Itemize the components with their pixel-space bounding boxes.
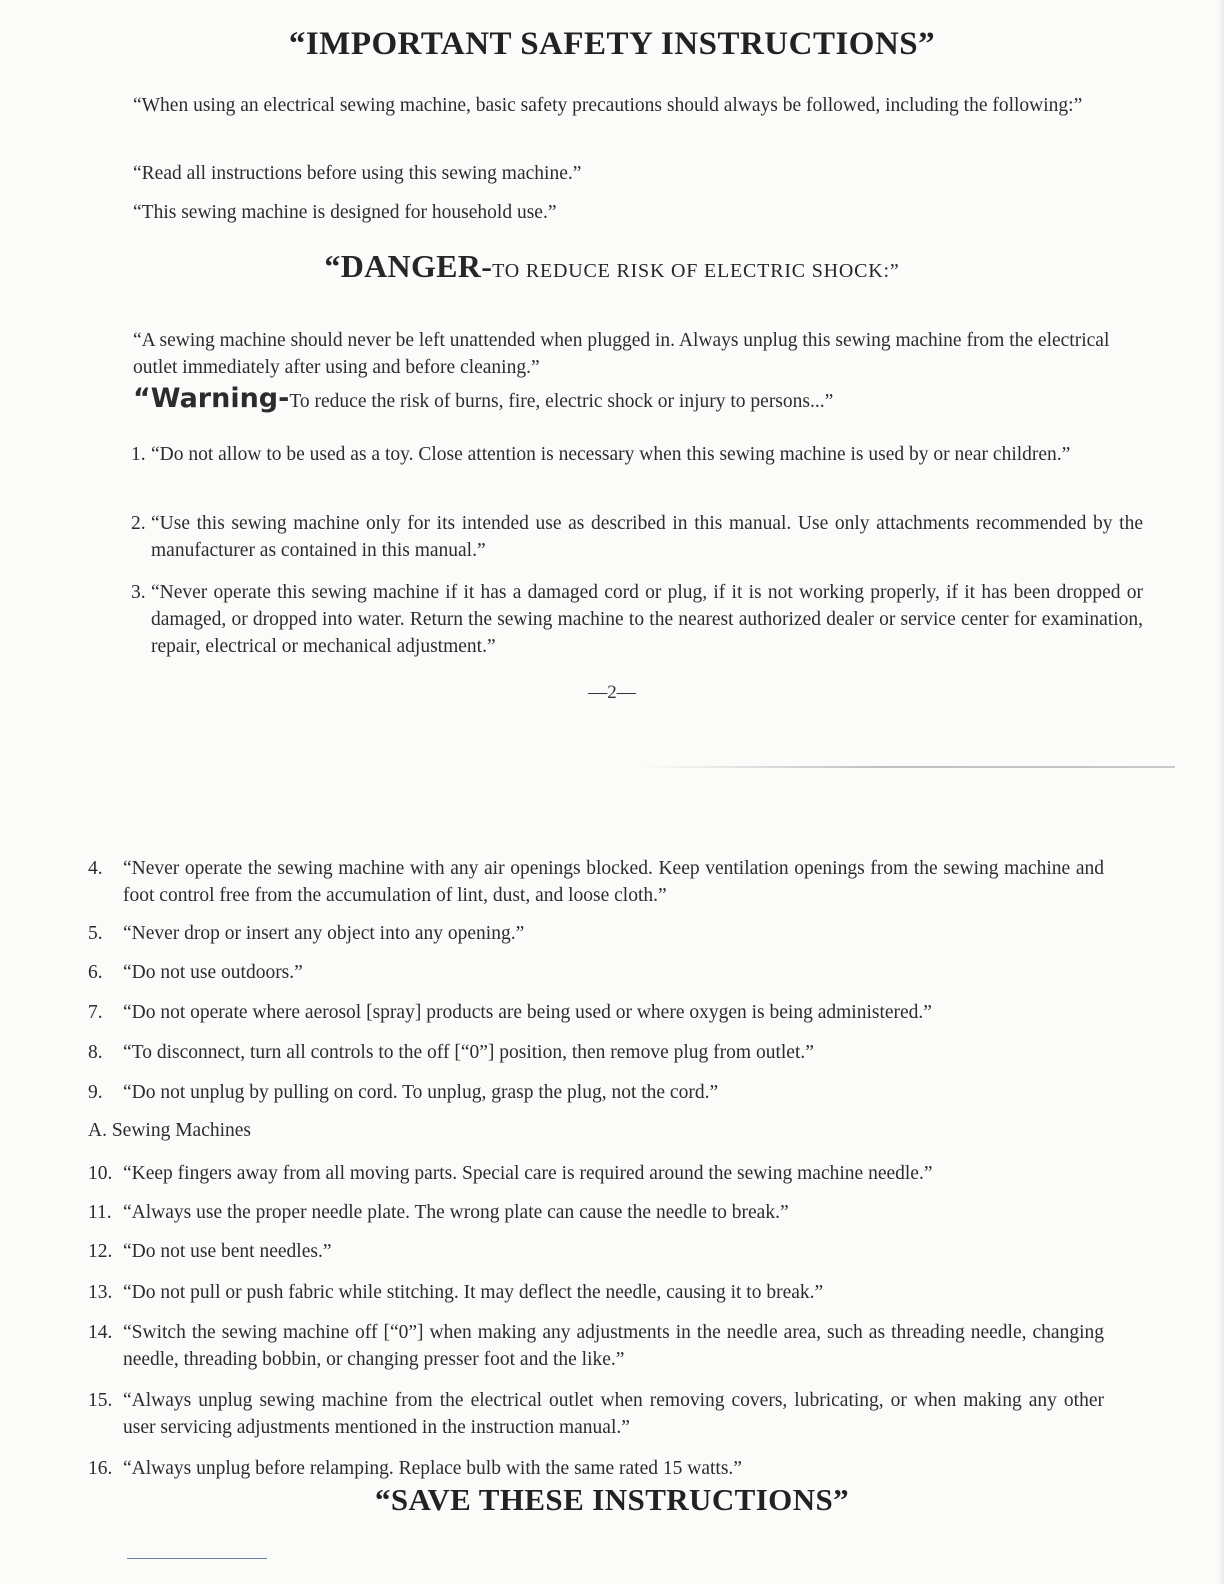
list-item-number: 14. <box>88 1322 113 1343</box>
list-item-text: “Never operate the sewing machine with any air openings blocked. Keep ventilation openings from the sewing machine and foot control free from the accumulation of lint, dust, and loose cloth.” <box>123 858 1104 906</box>
warning-heading <box>133 383 1143 414</box>
list-item-number: 4. <box>88 858 103 879</box>
list-item <box>88 1160 1104 1187</box>
list-item-text: “Switch the sewing machine off [“0”] when making any adjustments in the needle area, such as threading needle, changing needle, threading bobbin, or changing presser foot and the like.” <box>123 1322 1104 1370</box>
list-item-text: “Do not use outdoors.” <box>123 962 303 983</box>
list-item <box>88 855 1104 909</box>
warning-heading-text: To reduce the risk of burns, fire, electric shock or injury to persons...” <box>289 391 834 412</box>
list-item-number: 10. <box>88 1163 113 1184</box>
intro-paragraph-household: “This sewing machine is designed for household use.” <box>133 202 557 223</box>
list-item <box>131 441 1143 468</box>
list-item <box>88 1238 1104 1265</box>
list-item-number: 13. <box>88 1282 113 1303</box>
list-item <box>88 920 1104 947</box>
list-item-text: “Never operate this sewing machine if it has a damaged cord or plug, if it is not working properly, if it has been dropped or damaged, or dropped into water. Return the sewing machine to the nearest authorized dealer or service center for examination, repair, electrical or mechanical adjustment.” <box>151 582 1143 657</box>
page-title: “IMPORTANT SAFETY INSTRUCTIONS” <box>288 26 936 62</box>
save-instructions-footer: “SAVE THESE INSTRUCTIONS” <box>374 1482 850 1517</box>
list-item-number: 5. <box>88 923 103 944</box>
list-item-text: “Do not unplug by pulling on cord. To unplug, grasp the plug, not the cord.” <box>123 1082 719 1103</box>
list-item-number: 15. <box>88 1390 113 1411</box>
list-item-number: 2. <box>131 513 146 534</box>
list-item-number: 16. <box>88 1458 113 1479</box>
list-item-number: 8. <box>88 1042 103 1063</box>
list-item <box>88 1079 1104 1106</box>
list-item-text: “Do not pull or push fabric while stitching. It may deflect the needle, causing it to break.” <box>123 1282 824 1303</box>
list-item <box>88 1455 1104 1482</box>
list-item-number: 7. <box>88 1002 103 1023</box>
list-item <box>131 510 1143 564</box>
section-heading-sewing-machines: A. Sewing Machines <box>88 1120 252 1141</box>
list-item <box>88 959 1104 986</box>
list-item <box>88 1279 1104 1306</box>
list-item <box>88 1199 1104 1226</box>
list-item-number: 6. <box>88 962 103 983</box>
list-item-text: “Always unplug sewing machine from the electrical outlet when removing covers, lubricating, or when making any other user servicing adjustments mentioned in the instruction manual.” <box>123 1390 1104 1438</box>
list-item-text: “Keep fingers away from all moving parts. Special care is required around the sewing machine needle.” <box>123 1163 933 1184</box>
list-item-text: “Always use the proper needle plate. The wrong plate can cause the needle to break.” <box>123 1202 789 1223</box>
list-item-text: “Do not use bent needles.” <box>123 1241 332 1262</box>
list-item-text: “Always unplug before relamping. Replace bulb with the same rated 15 watts.” <box>123 1458 742 1479</box>
page-divider <box>640 766 1175 768</box>
list-item <box>88 1319 1104 1373</box>
list-item-text: “Do not allow to be used as a toy. Close attention is necessary when this sewing machine is used by or near children.” <box>151 444 1071 465</box>
list-item-number: 3. <box>131 582 146 603</box>
list-item-text: “Never drop or insert any object into any opening.” <box>123 923 525 944</box>
intro-paragraph-read: “Read all instructions before using this sewing machine.” <box>133 163 582 184</box>
intro-paragraph-general: “When using an electrical sewing machine, basic safety precautions should always be followed, including the following:” <box>133 95 1083 116</box>
list-item-text: “To disconnect, turn all controls to the off [“0”] position, then remove plug from outlet.” <box>123 1042 814 1063</box>
list-item <box>88 999 1104 1026</box>
list-item <box>88 1039 1104 1066</box>
list-item-number: 9. <box>88 1082 103 1103</box>
list-item-number: 12. <box>88 1241 113 1262</box>
page-number: —2— <box>588 682 636 703</box>
list-item-text: “Do not operate where aerosol [spray] products are being used or where oxygen is being administered.” <box>123 1002 932 1023</box>
list-item-number: 11. <box>88 1202 112 1223</box>
list-item <box>88 1387 1104 1441</box>
list-item <box>131 579 1143 660</box>
danger-heading-text: TO REDUCE RISK OF ELECTRIC SHOCK:” <box>492 260 900 282</box>
danger-label: “DANGER- <box>324 248 493 284</box>
list-item-text: “Use this sewing machine only for its intended use as described in this manual. Use only attachments recommended by the manufacturer as contained in this manual.” <box>151 513 1143 561</box>
scan-edge-shadow <box>1218 0 1224 1584</box>
danger-paragraph: “A sewing machine should never be left unattended when plugged in. Always unplug this sewing machine from the electrical outlet immediately after using and before cleaning.” <box>133 330 1110 378</box>
footer-rule <box>127 1558 267 1559</box>
warning-label: “Warning- <box>133 383 290 414</box>
list-item-number: 1. <box>131 444 146 465</box>
danger-heading <box>0 248 1224 285</box>
